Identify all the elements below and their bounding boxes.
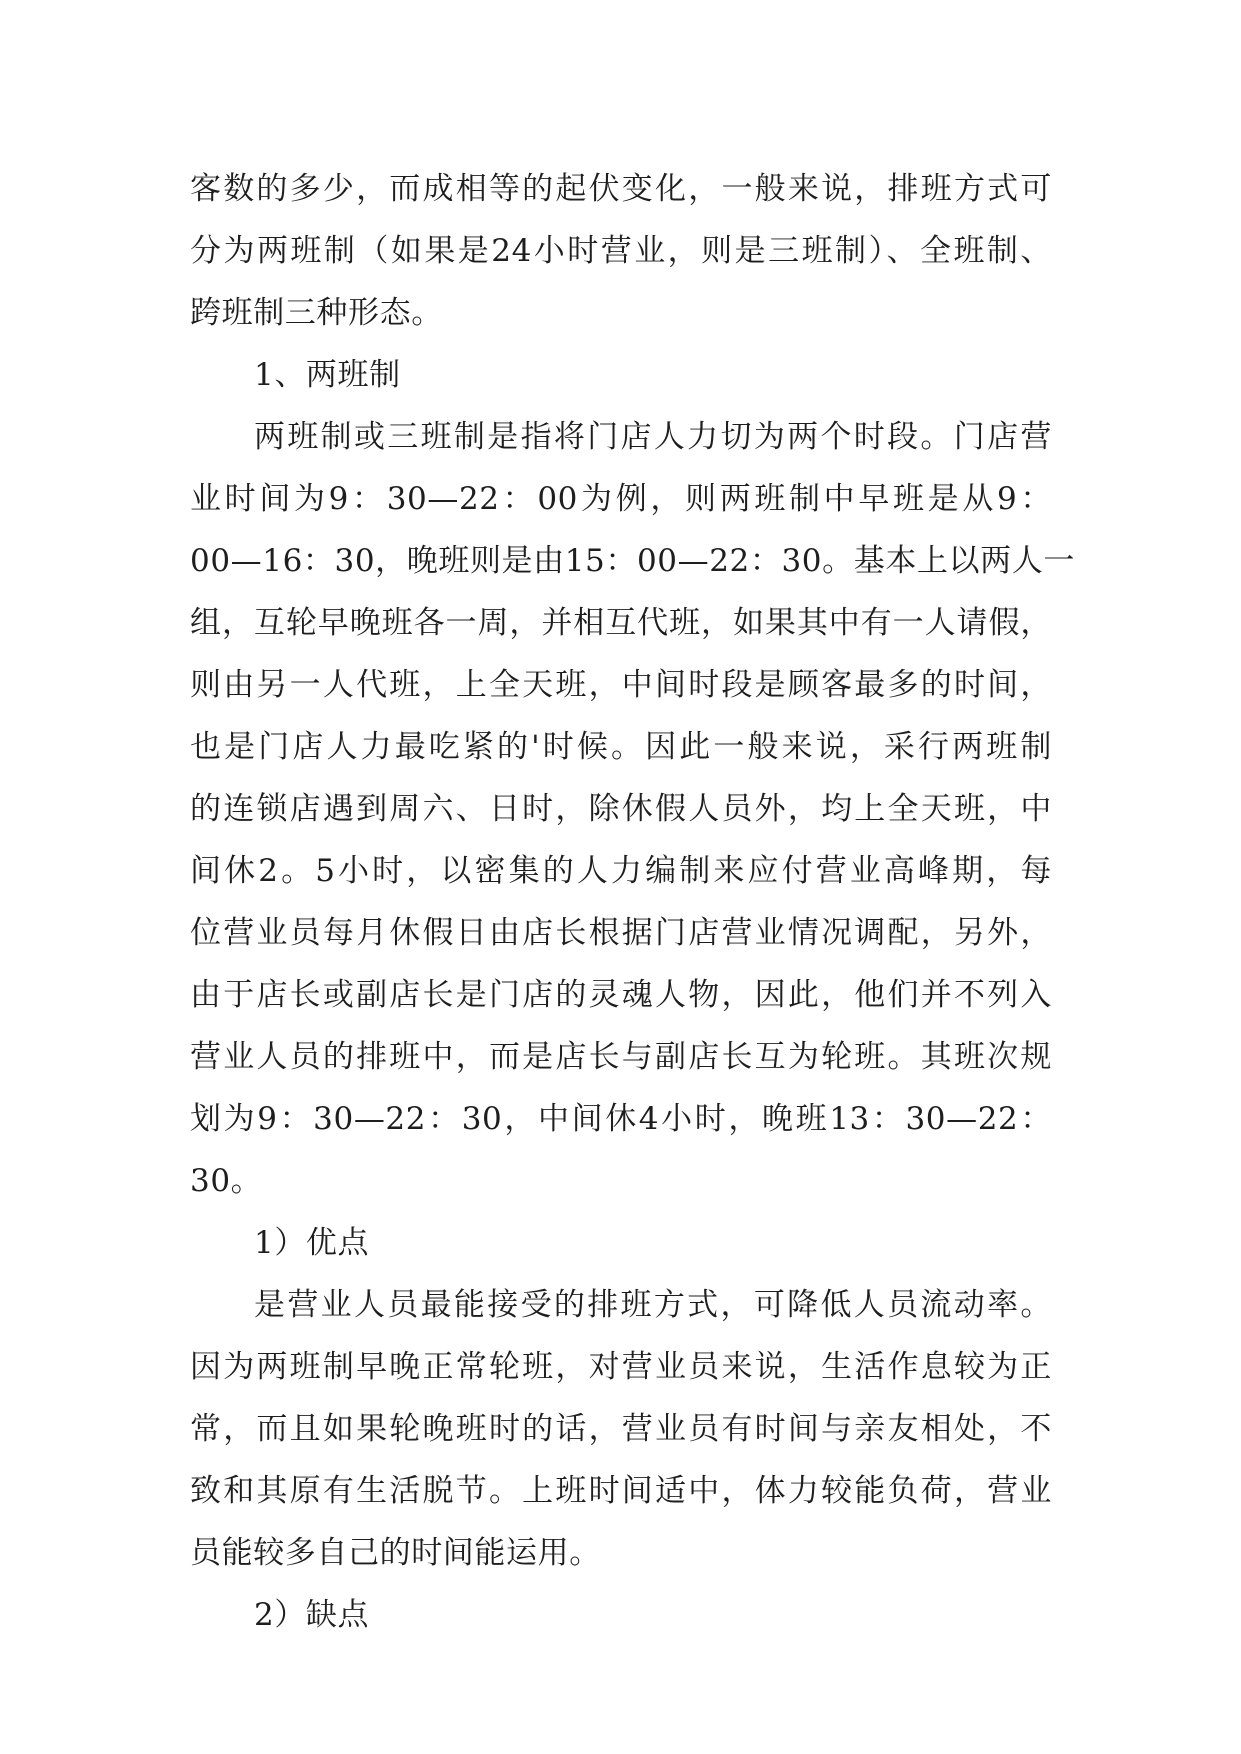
paragraph-advantages: [190, 1274, 1052, 1584]
text-line: 因为两班制早晚正常轮班，对营业员来说，生活作息较为正: [190, 1349, 1052, 1385]
section-heading-two-shift: 1、两班制: [254, 357, 401, 393]
section-heading-disadvantages: 2）缺点: [254, 1597, 370, 1633]
paragraph-two-shift-description: [190, 406, 1075, 1212]
text-line: 00—16：30，晚班则是由15：00—22：30。基本上以两人一: [190, 543, 1075, 579]
text-line: 常，而且如果轮晚班时的话，营业员有时间与亲友相处，不: [190, 1411, 1052, 1447]
text-line: 也是门店人力最吃紧的'时候。因此一般来说，采行两班制: [190, 729, 1052, 765]
paragraph-intro: [190, 158, 1052, 344]
text-line: 则由另一人代班，上全天班，中间时段是顾客最多的时间，: [190, 667, 1052, 703]
text-line: 是营业人员最能接受的排班方式，可降低人员流动率。: [254, 1287, 1052, 1323]
text-line: 业时间为9：30—22：00为例，则两班制中早班是从9：: [190, 481, 1052, 517]
text-line: 由于店长或副店长是门店的灵魂人物，因此，他们并不列入: [190, 977, 1052, 1013]
text-line: 划为9：30—22：30，中间休4小时，晚班13：30—22：: [190, 1101, 1052, 1137]
text-line: 30。: [190, 1163, 263, 1199]
text-line: 的连锁店遇到周六、日时，除休假人员外，均上全天班，中: [190, 791, 1052, 827]
text-line: 客数的多少，而成相等的起伏变化，一般来说，排班方式可: [190, 171, 1052, 207]
text-line: 分为两班制（如果是24小时营业，则是三班制）、全班制、: [190, 233, 1052, 269]
text-line: 跨班制三种形态。: [190, 295, 443, 331]
text-line: 营业人员的排班中，而是店长与副店长互为轮班。其班次规: [190, 1039, 1052, 1075]
text-line: 员能较多自己的时间能运用。: [190, 1535, 601, 1571]
text-line: 组，互轮早晚班各一周，并相互代班，如果其中有一人请假，: [190, 605, 1052, 641]
document-body: [190, 158, 1075, 1646]
text-line: 位营业员每月休假日由店长根据门店营业情况调配，另外，: [190, 915, 1052, 951]
text-line: 致和其原有生活脱节。上班时间适中，体力较能负荷，营业: [190, 1473, 1052, 1509]
section-heading-advantages: 1）优点: [254, 1225, 370, 1261]
text-line: 两班制或三班制是指将门店人力切为两个时段。门店营: [254, 419, 1052, 455]
text-line: 间休2。5小时，以密集的人力编制来应付营业高峰期，每: [190, 853, 1052, 889]
